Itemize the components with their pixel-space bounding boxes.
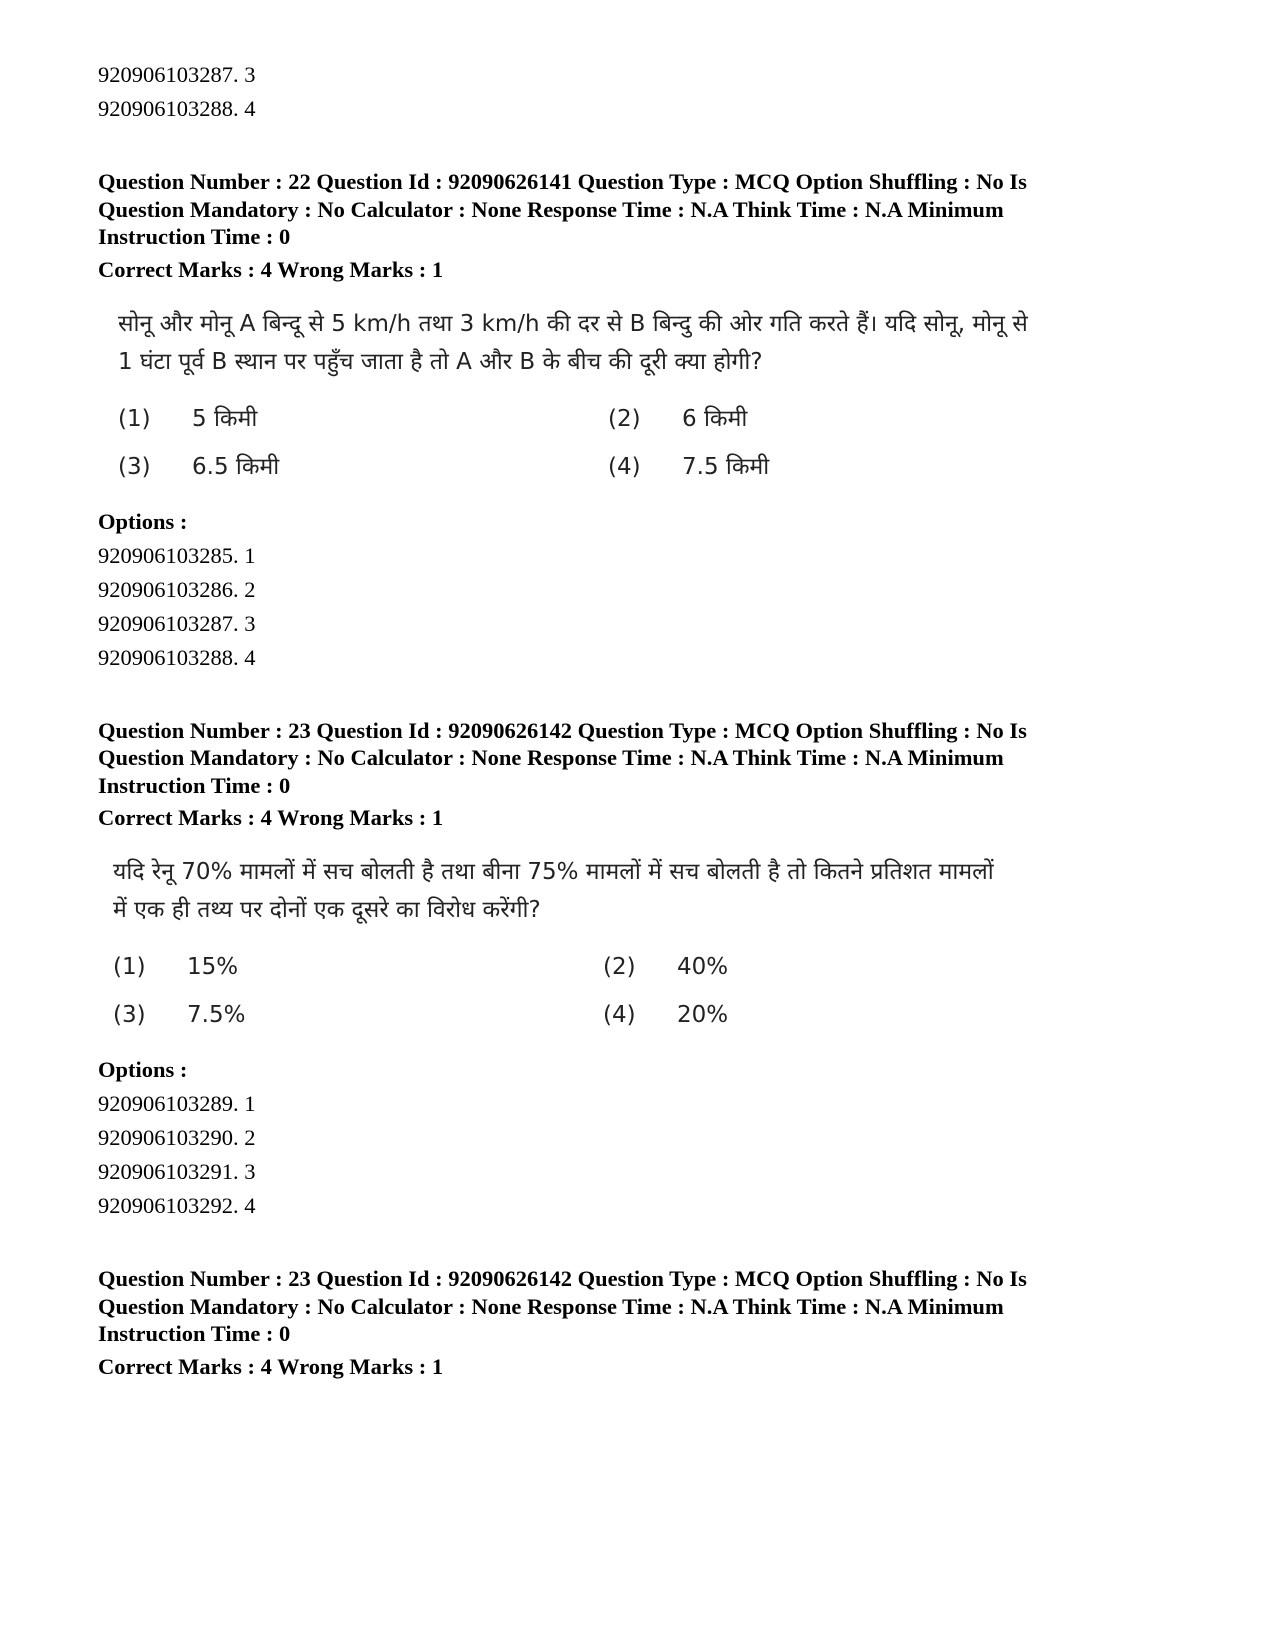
question-text: सोनू और मोनू A बिन्दू से 5 km/h तथा 3 km/h की दर से B बिन्दु की ओर गति करते हैं। यदि सोनू, मोनू से 1 घंटा पूर्व B स्थान पर पहुँच जाता है तो A और B के बीच की दूरी क्या होगी?	[118, 310, 1028, 375]
carryover-options	[98, 58, 1188, 126]
option-id-line: 920906103291. 3	[98, 1159, 256, 1184]
question-text: यदि रेनू 70% मामलों में सच बोलती है तथा बीना 75% मामलों में सच बोलती है तो कितने प्रतिशत मामलों में एक ही तथ्य पर दोनों एक दूसरे का विरोध करेंगी?	[113, 859, 994, 923]
question-header: Question Number : 22 Question Id : 92090626141 Question Type : MCQ Option Shuffling : No Is Question Mandatory : No Calculator : None Response Time : N.A Think Time : N.A Minimum Instruction Time : 0	[98, 169, 1027, 249]
answer-choice: (3) 7.5%	[113, 1002, 246, 1028]
question-block-22	[98, 168, 1188, 675]
marks-line: Correct Marks : 4 Wrong Marks : 1	[98, 805, 444, 830]
answer-choice: (2) 6 किमी	[608, 405, 748, 432]
option-id-line: 920906103292. 4	[98, 1193, 256, 1218]
marks-line: Correct Marks : 4 Wrong Marks : 1	[98, 256, 444, 282]
options-label: Options :	[98, 1057, 188, 1082]
answer-choice: (4) 20%	[603, 1002, 729, 1028]
answer-choices	[113, 949, 1188, 1033]
option-id-line: 920906103290. 2	[98, 1125, 256, 1150]
answer-choice: (1) 5 किमी	[118, 405, 258, 432]
answer-choice: (1) 15%	[113, 954, 239, 980]
options-section	[98, 1053, 1188, 1223]
answer-choice: (4) 7.5 किमी	[608, 453, 770, 480]
options-section	[98, 505, 1188, 675]
question-header: Question Number : 23 Question Id : 92090626142 Question Type : MCQ Option Shuffling : No Is Question Mandatory : No Calculator : None Response Time : N.A Think Time : N.A Minimum Instruction Time : 0	[98, 1266, 1027, 1346]
question-image-text	[118, 305, 1188, 485]
option-id-line: 920906103287. 3	[98, 62, 256, 87]
option-id-line: 920906103289. 1	[98, 1091, 256, 1116]
option-id-line: 920906103285. 1	[98, 542, 256, 568]
answer-choices	[118, 401, 1188, 485]
marks-line: Correct Marks : 4 Wrong Marks : 1	[98, 1353, 444, 1379]
question-header: Question Number : 23 Question Id : 92090626142 Question Type : MCQ Option Shuffling : No Is Question Mandatory : No Calculator : None Response Time : N.A Think Time : N.A Minimum Instruction Time : 0	[98, 717, 1027, 798]
question-block-23	[98, 717, 1188, 1224]
answer-choice: (2) 40%	[603, 954, 729, 980]
option-id-line: 920906103288. 4	[98, 96, 256, 121]
options-label: Options :	[98, 508, 188, 534]
option-id-line: 920906103288. 4	[98, 644, 256, 670]
question-block-23-repeat	[98, 1265, 1188, 1384]
answer-choice: (3) 6.5 किमी	[118, 453, 280, 480]
question-image-text	[113, 853, 1188, 1033]
option-id-line: 920906103287. 3	[98, 610, 256, 636]
option-id-line: 920906103286. 2	[98, 576, 256, 602]
document-page	[98, 58, 1188, 1384]
